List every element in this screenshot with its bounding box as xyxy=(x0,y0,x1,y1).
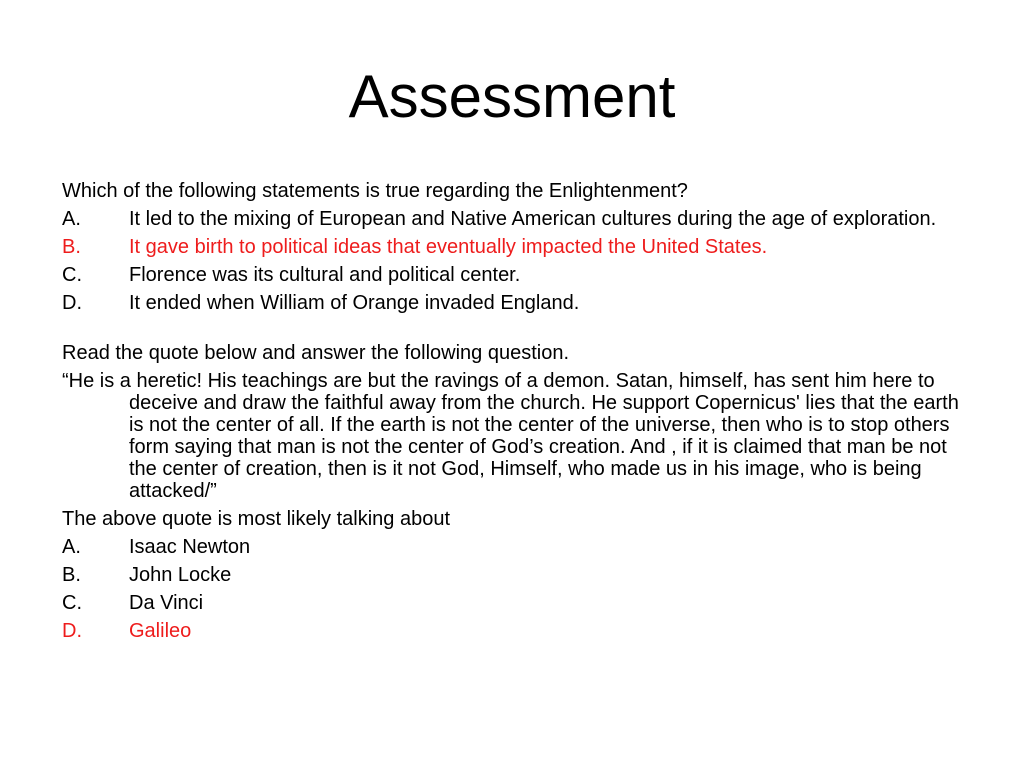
option-letter: B. xyxy=(62,236,81,258)
question-2-option-a xyxy=(62,536,962,558)
question-1-prompt: Which of the following statements is true regarding the Enlightenment? xyxy=(62,180,688,202)
option-text: Galileo xyxy=(129,620,192,642)
option-letter: C. xyxy=(62,264,82,286)
option-text: Da Vinci xyxy=(129,592,204,614)
slide-content xyxy=(62,180,962,648)
option-text: It ended when William of Orange invaded England. xyxy=(129,292,580,314)
question-2-option-d-answer xyxy=(62,620,962,642)
question-2-intro: Read the quote below and answer the following question. xyxy=(62,342,570,364)
option-letter: B. xyxy=(62,564,81,586)
question-1-option-d xyxy=(62,292,962,314)
question-2-quote: “He is a heretic! His teachings are but the ravings of a demon. Satan, himself, has sent him here to deceive and draw the faithful away from the church. He support Copernicus' lies that the earth is not the center of all. If the earth is not the center of the universe, then who is to stop others form saying that man is not the center of God’s creation. And , if it is claimed that man be not the center of creation, then is it not God, Himself, who made us in his image, who is being attacked/” xyxy=(62,370,959,502)
question-2-prompt: The above quote is most likely talking about xyxy=(62,508,450,530)
option-text: It led to the mixing of European and Native American cultures during the age of exploration. xyxy=(129,208,937,230)
option-text: John Locke xyxy=(129,564,232,586)
option-text: Isaac Newton xyxy=(129,536,251,558)
option-letter: D. xyxy=(62,292,82,314)
option-letter: C. xyxy=(62,592,82,614)
option-letter: D. xyxy=(62,620,82,642)
question-2-option-b xyxy=(62,564,962,586)
option-text: Florence was its cultural and political center. xyxy=(129,264,521,286)
question-1-option-a xyxy=(62,208,962,230)
spacer xyxy=(62,320,962,342)
question-1-option-b-answer xyxy=(62,236,962,258)
option-text: It gave birth to political ideas that eventually impacted the United States. xyxy=(129,236,768,258)
option-letter: A. xyxy=(62,208,81,230)
option-letter: A. xyxy=(62,536,81,558)
slide-title: Assessment xyxy=(348,63,676,130)
question-1-option-c xyxy=(62,264,962,286)
question-2-option-c xyxy=(62,592,962,614)
